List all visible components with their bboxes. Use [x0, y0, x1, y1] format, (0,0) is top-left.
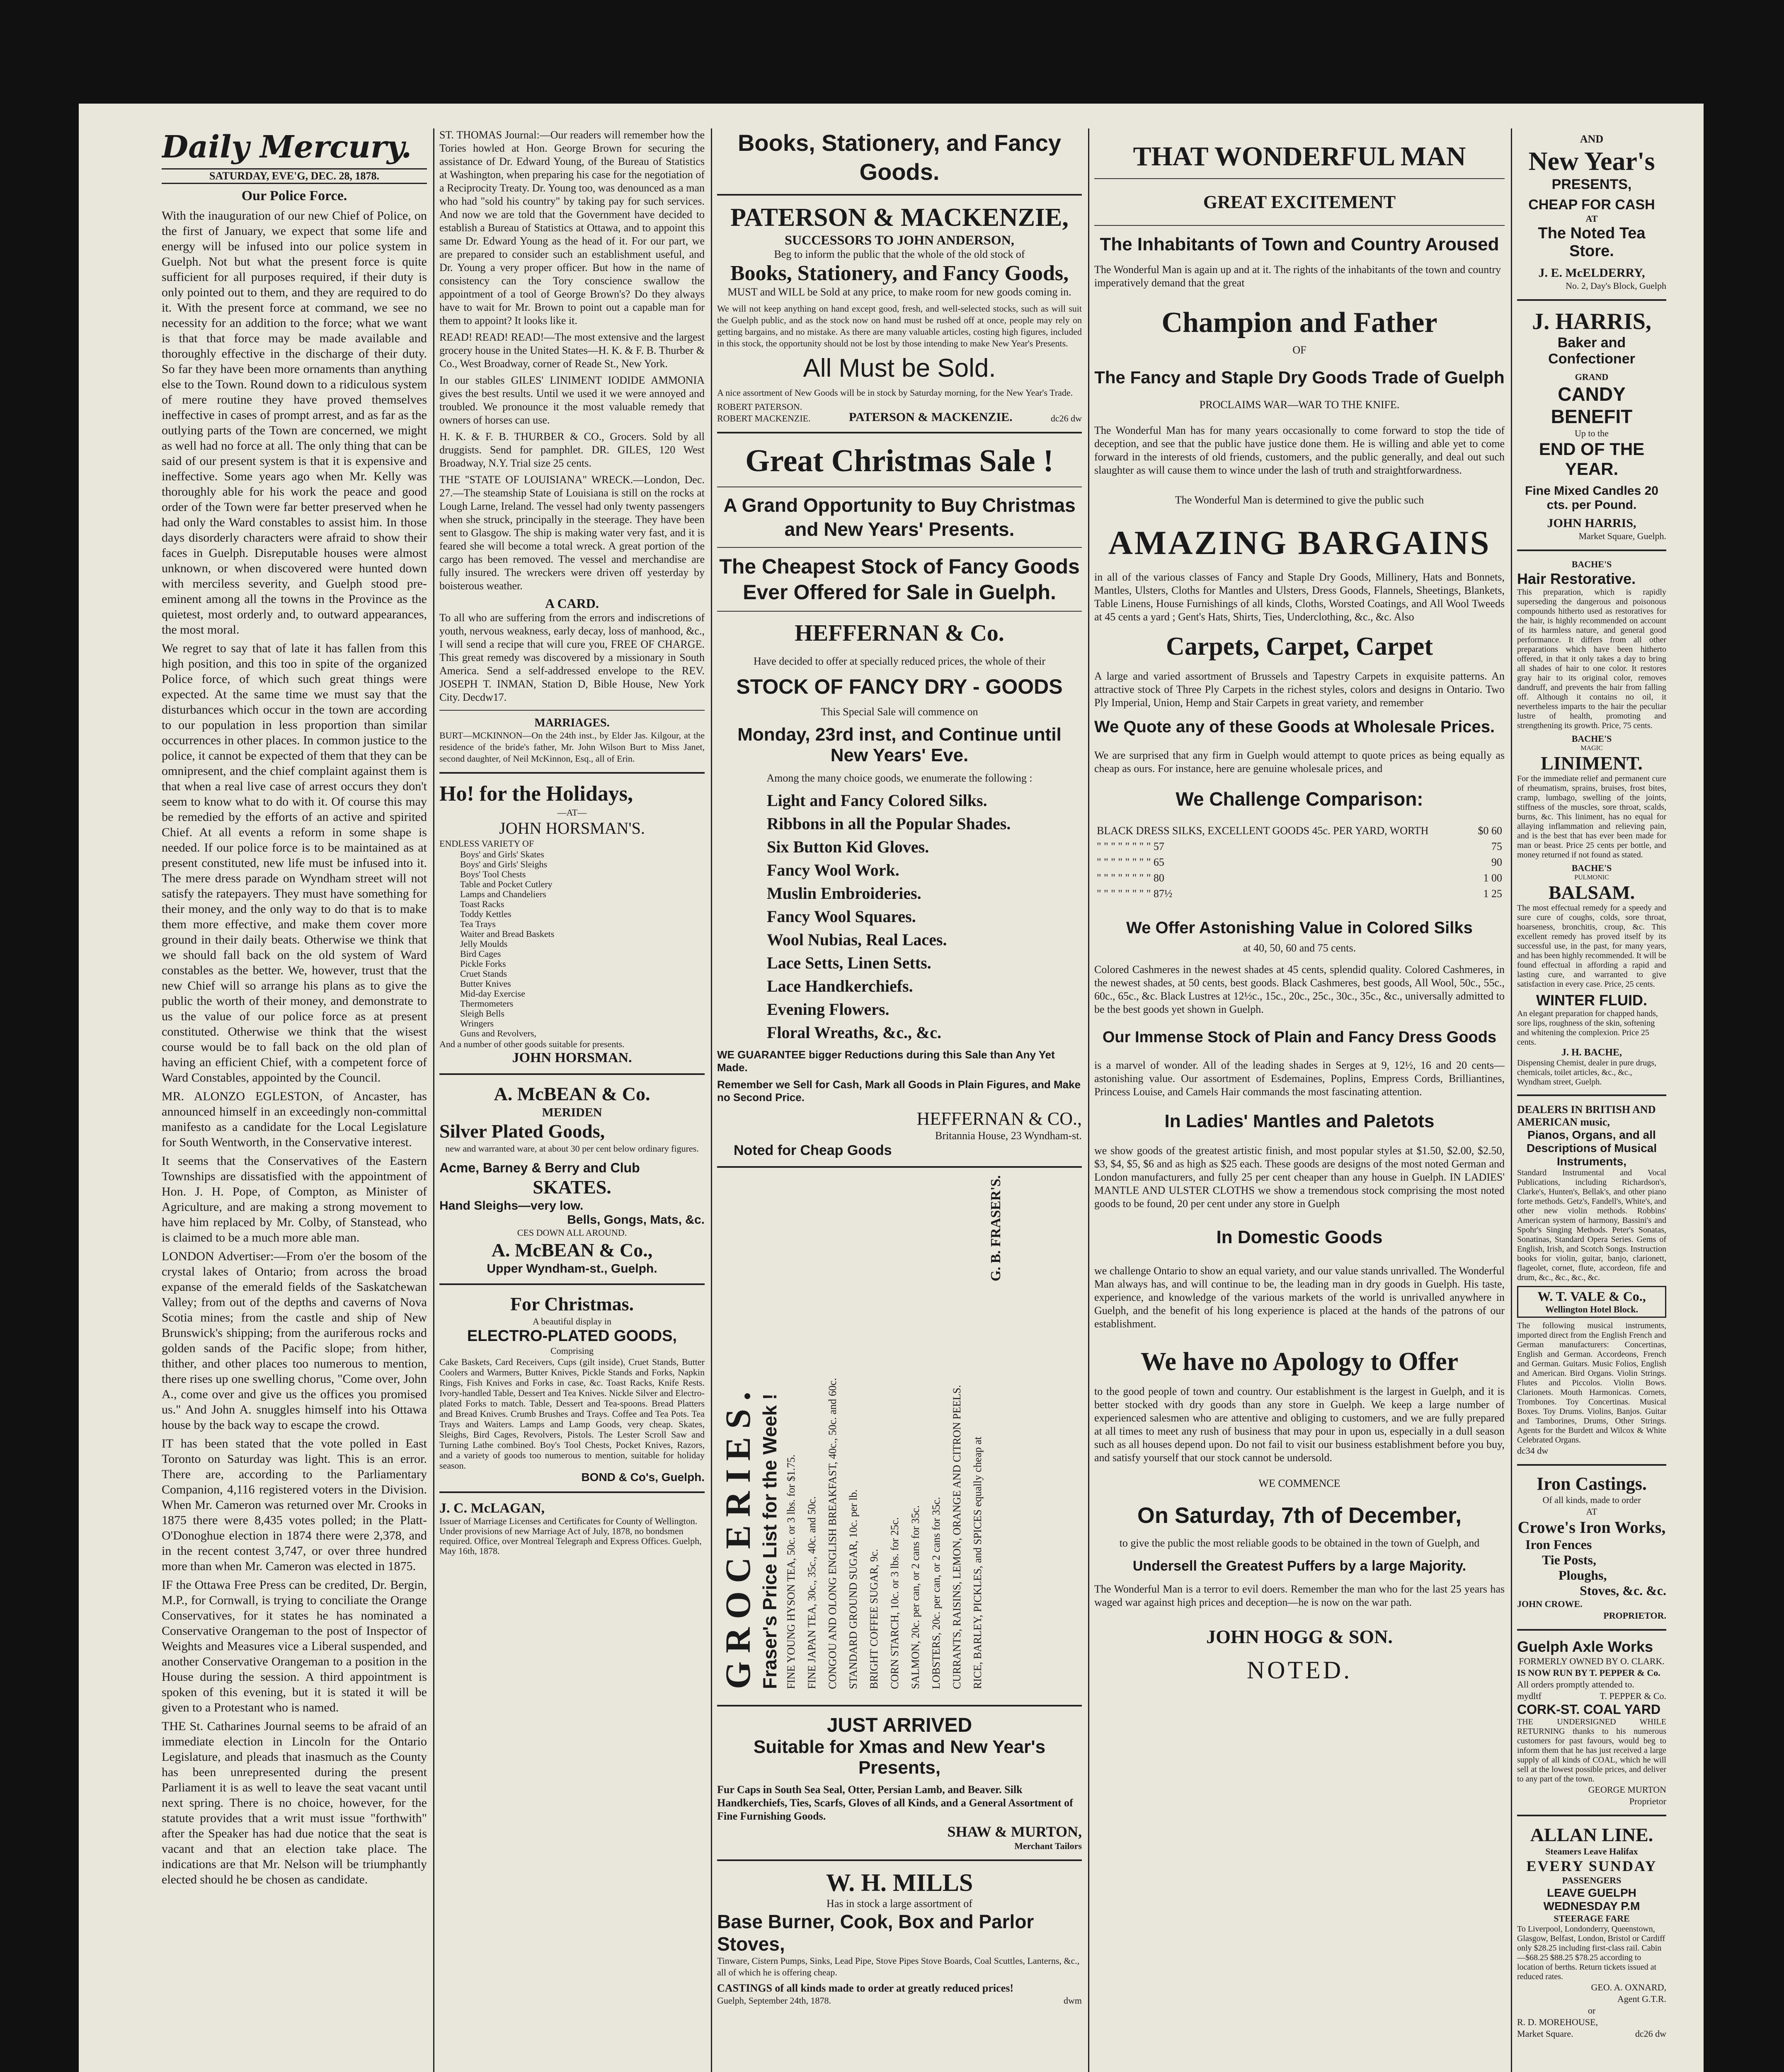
- commence-label: WE COMMENCE: [1258, 1477, 1340, 1489]
- carpets-headline: Carpets, Carpet, Carpet: [1166, 632, 1433, 661]
- heffernan-signature: HEFFERNAN & CO.,: [916, 1109, 1082, 1129]
- horsman-signature: JOHN HORSMAN.: [512, 1050, 632, 1065]
- paragraph: IF the Ottawa Free Press can be credited, Dr. Bergin, M.P., for Cornwall, is trying to conciliate the Orange Conservatives, for it states he has nominated a Conservative Orangeman to the post of Inspector of Weights and Measures vice a Liberal suspended, and another Conservative Orangeman to a position in the House during the session. A third appointment is spoken of this evening, but it is stated it will be given to a Protestant who is named.: [162, 1578, 427, 1714]
- proprietor-label: Proprietor: [1629, 1796, 1666, 1806]
- paragraph: THE St. Catharines Journal seems to be afraid of an immediate election in Lincoln for the Ontario Legislature, and pleads that inasmuch as the County has been unrepresented during the present Parliament it is as well to leave the seat vacant until next spring. There is no choice, however, for the statute provides that a writ must issue "forthwith" after the Speaker has had due notice that the seat is vacant and that an election take place. The indications are that Mr. Nelson will be triumphantly elected should he be chosen as candidate.: [162, 1719, 427, 1886]
- vale-title: W. T. VALE & Co.,: [1537, 1289, 1646, 1304]
- hogg-signature: JOHN HOGG & SON.: [1206, 1626, 1393, 1647]
- restorative-text: This preparation, which is rapidly superseding the dangerous and poisonous compounds hitherto used as restoratives for the hair, is highly recommended on account of its harmless nature, and general good performance. It differs from all other preparations which have been hitherto offered, in that it only takes a day to bring all shades of hair to one color. It restores gray hair to its original color, removes dandruff, and prevents the hair from falling off. Although it contains no oil, it nevertheless imparts to the hair the peculiar lustre of health, promoting and strengthening its growth. Price, 75 cents.: [1517, 588, 1666, 730]
- list-item: Toddy Kettles: [460, 909, 511, 919]
- paterson-signature: PATERSON & MACKENZIE.: [848, 410, 1013, 424]
- posts-line: Tie Posts,: [1542, 1552, 1596, 1567]
- stoves-line: Stoves, &c. &c.: [1580, 1583, 1666, 1598]
- winter-fluid: WINTER FLUID.: [1536, 992, 1647, 1009]
- hair-restorative: Hair Restorative.: [1517, 570, 1636, 587]
- pianos-line: Pianos, Organs, and all Descriptions of Musical Instruments,: [1526, 1128, 1657, 1168]
- list-item: Guns and Revolvers,: [460, 1028, 536, 1038]
- display-line: A beautiful display in: [532, 1316, 612, 1326]
- guarantee-line: WE GUARANTEE bigger Reductions during this Sale than Any Yet Made.: [717, 1048, 1055, 1074]
- cheapest-stock: The Cheapest Stock of Fancy Goods Ever Offered for Sale in Guelph.: [719, 555, 1080, 604]
- beg-line: Beg to inform the public that the whole of the old stock of: [774, 248, 1025, 260]
- cashmeres-text: Colored Cashmeres in the newest shades at 45 cents, splendid quality. Colored Cashmeres, in the newest shades, at 50 cents, best goods. Black Cashmeres, best goods, All Wool, 50c., 55c., 60c., 65c., &c. Black Lustres at 12½c., 15c., 20c., 25c., 30c., 35c., &c., universally admitted to be the best goods yet shown in Guelph.: [1094, 963, 1505, 1015]
- mcbean-title: A. McBEAN & Co.: [494, 1083, 650, 1104]
- dealers-line: DEALERS IN BRITISH AND AMERICAN music,: [1517, 1104, 1656, 1128]
- list-item: LOBSTERS, 20c. per can, or 2 cans for 35c.: [930, 1497, 942, 1689]
- liniment-text: For the immediate relief and permanent cure of rheumatism, sprains, bruises, frost bites, cramp, lumbago, swelling of the joints, stiffness of the muscles, sore throat, scalds, burns, &c. This liniment, has no equal for allaying inflammation and relieving pain, and is the best that has ever been made for man or beast. Price 25 cents per bottle, and money returned if not found as stated.: [1517, 774, 1666, 859]
- fraser-signature: G. B. FRASER'S.: [988, 1175, 1004, 1281]
- leave-guelph: LEAVE GUELPH WEDNESDAY P.M: [1543, 1886, 1640, 1912]
- mcelderry-address: No. 2, Day's Block, Guelph: [1566, 281, 1666, 291]
- paragraph: THE "STATE OF LOUISIANA" WRECK.—London, Dec. 27.—The steamship State of Louisiana is still on the rocks at Lough Larne, Ireland. The vessel had only twenty passengers when she struck, principally in the steerage. They have been sent to Glasgow. The ship is making water very fast, and it is feared she will become a total wreck. A great portion of the cargo has been removed. The vessel and merchandise are fully insured. The wreckers were driven off yesterday by boisterous weather.: [439, 474, 705, 592]
- domestic-headline: In Domestic Goods: [1216, 1227, 1383, 1247]
- proprietor-label: PROPRIETOR.: [1603, 1610, 1666, 1621]
- comprising-label: Comprising: [550, 1346, 594, 1356]
- up-to-label: Up to the: [1575, 428, 1609, 438]
- horsman-list: [439, 850, 705, 1038]
- paragraph: In our stables GILES' LINIMENT IODIDE AMMONIA gives the best results. Until we used it we were annoyed and troubled. We pronounce it the most valuable remedy that owners of horses can use.: [439, 374, 705, 426]
- table-cell: " " " " " " " " 57: [1097, 840, 1164, 852]
- date-code: dc26 dw: [1050, 413, 1082, 424]
- skates-headline: SKATES.: [533, 1176, 611, 1198]
- every-sunday: EVERY SUNDAY: [1526, 1858, 1657, 1874]
- trade-line: The Fancy and Staple Dry Goods Trade of Guelph: [1094, 368, 1505, 387]
- mclagan-title: J. C. McLAGAN,: [439, 1501, 545, 1516]
- list-item: Lamps and Chandeliers: [460, 889, 546, 899]
- castings-line: CASTINGS of all kinds made to order at greatly reduced prices!: [717, 1982, 1013, 1994]
- card-text: To all who are suffering from the errors and indiscretions of youth, nervous weakness, early decay, loss of manhood, &c., I will send a recipe that will cure you, FREE OF CHARGE. This great remedy was discovered by a missionary in South America. Send a self-addressed envelope to the REV. JOSEPH T. INMAN, Station D, Bible House, New York City. Decdw17.: [439, 612, 705, 703]
- wonderful-man-headline: THAT WONDERFUL MAN: [1133, 141, 1466, 172]
- paragraph: With the inauguration of our new Chief of Police, on the first of January, we expect that some life and energy will be infused into our police system in Guelph. Not but what the present force is quite sufficient for all purposes required, if their duty is only pointed out to them, and they are required to do it. With the present force at command, we see no necessity for an addition to the force; what we want is that that force may be made available and thoroughly effective in the discharge of their duty. So far they have been more ornaments than anything else to the Town. Round down to a ridiculous system of mere routine they have proved themselves ineffective in cases of prompt arrest, and as far as the outlying parts of the Town are concerned, we might as well had no force at all. The only thing that can be said of our present system is that it is expensive and ineffective. Some years ago when Mr. Kelly was thoroughly able for his work the peace and good order of the Town were far better preserved when he had only the Ward constables to assist him. In those days disorderly characters were afraid to show their faces in Guelph. Disreputable houses were almost unknown, or when discovered were hunted down with merciless severity, and Guelph stood pre-eminent among all the towns in the Province as the quietest, most orderly and, to outward appearances, the most moral.: [162, 209, 427, 637]
- bache-label: BACHE'S: [1571, 559, 1612, 569]
- groceries-sub: Fraser's Price List for the Week !: [759, 1393, 780, 1689]
- date-code: dc26 dw: [1635, 2028, 1666, 2039]
- horsman-sub: ENDLESS VARIETY OF: [439, 838, 534, 849]
- christmas-headline: For Christmas.: [510, 1293, 634, 1314]
- list-item: FINE YOUNG HYSON TEA, 50c. or 3 lbs. for $1.75.: [785, 1454, 797, 1689]
- table-cell: " " " " " " " " 65: [1097, 856, 1164, 868]
- list-item: Table and Pocket Cutlery: [460, 879, 553, 889]
- bache-label: BACHE'S: [1571, 863, 1612, 873]
- list-item: Wool Nubias, Real Laces.: [767, 930, 947, 949]
- shaw-murton-signature: SHAW & MURTON,: [947, 1823, 1082, 1840]
- surprised-text: We are surprised that any firm in Guelph would attempt to quote prices as being equally as cheap as ours. For instance, here are genuine wholesale prices, and: [1094, 749, 1505, 775]
- successors-line: SUCCESSORS TO JOHN ANDERSON,: [785, 232, 1014, 247]
- table-row: [1095, 871, 1504, 886]
- date-code: dc34 dw: [1517, 1445, 1549, 1456]
- table-cell: " " " " " " " " 87½: [1097, 888, 1173, 900]
- list-item: Waiter and Bread Baskets: [460, 929, 555, 939]
- paragraph: LONDON Advertiser:—From o'er the bosom of the crystal lakes of Ontario; from across the broad expanse of the emerald fields of the Saskatchewan Valley; from out of the depths and caverns of Nova Scotia mines; from the castle and ship of New Brunswick's shipping; from the auriferous rocks and golden sands of the Pacific slope; from hither, thither, and other places too numerous to mention, there rises up one swelling chorus, "Come over, John A., come over and give us the offices you promised us." And John A. snuggles himself into his Ottawa house by the back way to escape the crowd.: [162, 1249, 427, 1432]
- masthead: Daily Mercury.: [162, 129, 412, 165]
- colored-silks-headline: We Offer Astonishing Value in Colored Silks: [1126, 919, 1473, 937]
- fences-line: Iron Fences: [1525, 1537, 1592, 1552]
- must-line: MUST and WILL be Sold at any price, to make room for new goods coming in.: [727, 286, 1071, 298]
- column-3: [717, 128, 1082, 2072]
- inhabitants-line: The Inhabitants of Town and Country Aroused: [1100, 234, 1499, 254]
- togive-text: to give the public the most reliable goods to be obtained in the town of Guelph, and: [1119, 1537, 1480, 1549]
- noted-word: NOTED.: [1246, 1656, 1353, 1684]
- market-square: Market Square.: [1517, 2028, 1573, 2039]
- christmas-sale-headline: Great Christmas Sale !: [745, 443, 1054, 478]
- electro-headline: ELECTRO-PLATED GOODS,: [467, 1327, 677, 1345]
- list-item: Butter Knives: [460, 978, 511, 989]
- grand-opportunity: A Grand Opportunity to Buy Christmas and New Years' Presents.: [723, 494, 1076, 540]
- keep-text: We will not keep anything on hand except good, fresh, and well-selected stocks, such as will suit the Guelph public, and as the stock now on hand must be rushed off at once, people may rely on getting bargains, and no mistake. As there are many valuable articles, costing high figures, included in this stock, the opportunity should not be lost by those intending to make New Year's Presents.: [717, 303, 1082, 349]
- domestic-text: we challenge Ontario to show an equal variety, and our value stands unrivalled. The Wonderful Man always has, and will continue to be, the leading man in dry goods in Guelph. His taste, experience, and knowledge of the various markets of the world is unrivalled anywhere in Guelph, and the benefit of his long experience is placed at the hands of the patrons of our establishment.: [1094, 1265, 1505, 1330]
- mills-sub: Has in stock a large assortment of: [827, 1898, 972, 1910]
- noted-line: Noted for Cheap Goods: [734, 1143, 892, 1158]
- list-item: Fancy Wool Work.: [767, 861, 899, 879]
- table-cell: BLACK DRESS SILKS, EXCELLENT GOODS 45c. PER YARD, WORTH: [1097, 825, 1429, 837]
- great-excitement: GREAT EXCITEMENT: [1203, 192, 1396, 212]
- amazing-bargains: AMAZING BARGAINS: [1108, 524, 1491, 562]
- column-5: [1517, 128, 1666, 2072]
- table-cell: 1 00: [1483, 872, 1502, 884]
- grand-label: GRAND: [1575, 372, 1609, 382]
- list-item: CONGOU AND OLONG ENGLISH BREAKFAST, 40c., 50c. and 60c.: [827, 1378, 839, 1689]
- list-item: Light and Fancy Colored Silks.: [767, 791, 987, 810]
- mcelderry-signature: J. E. McELDERRY,: [1538, 266, 1645, 280]
- ploughs-line: Ploughs,: [1559, 1568, 1607, 1583]
- magic-label: MAGIC: [1580, 745, 1603, 752]
- agent-label: Agent G.T.R.: [1617, 1994, 1666, 2004]
- remember-line: Remember we Sell for Cash, Mark all Goods in Plain Figures, and Make no Second Price.: [717, 1078, 1081, 1104]
- list-item: STANDARD GROUND SUGAR, 10c. per lb.: [847, 1489, 859, 1689]
- mclagan-text: Issuer of Marriage Licenses and Certificates for County of Wellington. Under provisions of new Marriage Act of July, 1878, no bondsmen required. Office, over Montreal Telegraph and Express Offices. Guelph, May 16th, 1878.: [439, 1516, 702, 1556]
- mantles-text: we show goods of the greatest artistic finish, and most popular styles at $1.50, $2.00, $2.50, $3, $4, $5, $6 and as high as $25 each. These goods are designs of the most noted German and London manufacturers, and fully 25 per cent cheaper than any house in Guelph. IN LADIES' MANTLE AND ULSTER CLOTHS we show a tremendous stock comprising the most noted goods to be found, 20 per cent under any store in Guelph: [1094, 1145, 1505, 1210]
- table-cell: " " " " " " " " 80: [1097, 872, 1164, 884]
- special-sale-line: This Special Sale will commence on: [821, 706, 978, 718]
- mills-date: Guelph, September 24th, 1878.: [717, 1995, 831, 2006]
- just-arrived: JUST ARRIVED: [827, 1714, 972, 1736]
- balsam-headline: BALSAM.: [1548, 882, 1635, 903]
- harris-title: J. HARRIS,: [1532, 309, 1651, 334]
- pulmonic-label: PULMONIC: [1574, 874, 1609, 881]
- list-item: RICE, BARLEY, PICKLES, and SPICES equally cheap at: [972, 1436, 984, 1689]
- list-item: Cruet Stands: [460, 968, 507, 979]
- wholesale-line: We Quote any of these Goods at Wholesale Prices.: [1094, 718, 1495, 736]
- again-text: The Wonderful Man is again up and at it. The rights of the inhabitants of the town and country imperatively demand that the great: [1094, 264, 1501, 289]
- tinware-text: Tinware, Cistern Pumps, Sinks, Lead Pipe, Stove Pipes Stove Boards, Coal Scuttles, Lanterns, &c., all of which he is offering cheap.: [717, 1956, 1080, 1978]
- table-row: [1095, 839, 1504, 854]
- paragraph: We regret to say that of late it has fallen from this high position, and this too in spite of the organized Police force, of which such great things were expected. At the same time we must say that the disturbances which occur in the town are according to our population in less proportion than similar occurrences in other places. In common justice to the police, it cannot be expected of them that they can be omnipresent, and the chief complaint against them is that when a real live case of arrest occurs they don't seem to know what to do with it. Of course this may be remedied by the efforts of an active and spirited Chief. At all events a reform in some shape is needed. If our police force is to be maintained as at present constituted, new life must be infused into it. The mere dress parade on Wyndham street will not satisfy the ratepayers. They must have something for their money, and the only way to do that is to make them more effective, and make them cover more ground in their daily beats. Otherwise we think that we should fall back on the old system of Ward constables as the better. We, however, trust that the new Chief will so arrange his plans as to give the public the worth of their money, and demonstrate to us the value of our police force as at present constituted. Otherwise we think that the wisest course would be to fall back on the old plan of having an efficient Chief, with a competent force of Ward Constables, appointed by the Council.: [162, 641, 427, 1084]
- steerage-label: STEERAGE FARE: [1554, 1913, 1630, 1924]
- crowe-signature: JOHN CROWE.: [1517, 1599, 1583, 1609]
- coal-yard: CORK-ST. COAL YARD: [1517, 1702, 1661, 1717]
- sleighs-line: Hand Sleighs—very low.: [439, 1199, 584, 1213]
- paragraph: H. K. & F. B. THURBER & CO., Grocers. Sold by all druggists. Send for pamphlet. DR. GILES, 120 West Broadway, N.Y. Trial size 25 cents.: [439, 431, 705, 469]
- paragraph: MR. ALONZO EGLESTON, of Ancaster, has announced himself in an exceedingly non-committal manifesto as a candidate for the Local Legislature for South Wentworth, in the Conservative interest.: [162, 1089, 427, 1149]
- orders-line: All orders promptly attended to.: [1517, 1679, 1634, 1690]
- list-item: Lace Handkerchiefs.: [767, 977, 913, 995]
- winter-text: An elegant preparation for chapped hands, sore lips, roughness of the skin, softening and whitening the complexion. Price 25 cents.: [1517, 1009, 1658, 1047]
- monday-line: Monday, 23rd inst, and Continue until New Years' Eve.: [737, 724, 1062, 765]
- acme-line: Acme, Barney & Berry and Club: [439, 1160, 640, 1175]
- coal-text: THE UNDERSIGNED WHILE RETURNING thanks to his numerous customers for past favours, would beg to inform them that he has just received a large supply of all kinds of COAL, which he will sell at the lowest possible prices, and deliver to any part of the town.: [1517, 1717, 1666, 1784]
- among-line: Among the many choice goods, we enumerate the following :: [766, 772, 1033, 784]
- table-row: [1095, 823, 1504, 838]
- tea-store: The Noted Tea Store.: [1538, 225, 1646, 260]
- passengers-label: PASSENGERS: [1562, 1875, 1622, 1886]
- end-of-year: END OF THE YEAR.: [1539, 439, 1645, 479]
- list-item: Lace Setts, Linen Setts.: [767, 954, 931, 972]
- list-item: Jelly Moulds: [460, 939, 508, 949]
- electro-items: Cake Baskets, Card Receivers, Cups (gilt inside), Cruet Stands, Butter Coolers and Warmers, Butter Knives, Pickle Stands and Forks, Napkin Rings, Fish Knives and Forks in case, &c. Toast Racks, Knife Rests. Ivory-handled Table, Dessert and Tea Knives. Nickle Silver and Electro-plated Forks to match. Table, Dessert and Tea-spoons. Bread Platters and Bread Knives. Crumb Brushes and Trays. Coffee and Tea Pots. Tea Trays and Waiters. Lamps and Lamp Goods, very cheap. Skates, Sleighs, Bird Cages, Revolvers, Pistols. The Lester Scroll Saw and Turning Lathe combined. Boy's Tool Chests, Pocket Knives, Razors, and a variety of goods too numerous to mention, suitable for holiday season.: [439, 1357, 705, 1471]
- harris-signature: JOHN HARRIS,: [1547, 516, 1636, 530]
- list-item: CURRANTS, RAISINS, LEMON, ORANGE AND CITRON PEELS.: [951, 1385, 963, 1689]
- stoves-headline: Base Burner, Cook, Box and Parlor Stoves,: [717, 1911, 1034, 1955]
- silks-price-table: [1094, 823, 1505, 902]
- candy-benefit: CANDY BENEFIT: [1551, 383, 1633, 427]
- list-item: Thermometers: [460, 998, 514, 1009]
- list-item: Tea Trays: [460, 919, 496, 929]
- mcbean-title-2: A. McBEAN & Co.,: [491, 1239, 653, 1261]
- iron-text: Of all kinds, made to order: [1542, 1495, 1641, 1505]
- iron-castings: Iron Castings.: [1537, 1474, 1647, 1494]
- list-item: Muslin Embroideries.: [767, 884, 921, 903]
- challenge-headline: We Challenge Comparison:: [1176, 788, 1423, 810]
- list-item: Six Button Kid Gloves.: [767, 838, 929, 856]
- wellington-line: Wellington Hotel Block.: [1545, 1304, 1639, 1314]
- date-code: dwm: [1064, 1995, 1082, 2006]
- nowrun-line: IS NOW RUN BY T. PEPPER & Co.: [1517, 1668, 1660, 1678]
- harris-address: Market Square, Guelph.: [1578, 531, 1666, 541]
- column-1: [162, 128, 427, 2072]
- date-code: mydltf: [1517, 1691, 1542, 1701]
- terror-text: The Wonderful Man is a terror to evil doers. Remember the man who for the last 25 years has waged war against high prices and deception—he is now on the war path.: [1094, 1583, 1505, 1608]
- list-item: BRIGHT COFFEE SUGAR, 9c.: [868, 1549, 880, 1689]
- proclaims-line: PROCLAIMS WAR—WAR TO THE KNIFE.: [1199, 399, 1400, 411]
- list-item: CORN STARCH, 10c. or 3 lbs. for 25c.: [889, 1517, 901, 1689]
- silver-sub: new and warranted ware, at about 30 per cent below ordinary figures.: [445, 1143, 699, 1154]
- mcbean-address: Upper Wyndham-st., Guelph.: [487, 1262, 657, 1276]
- signature: ROBERT PATERSON.: [717, 402, 802, 412]
- dress-goods-text: is a marvel of wonder. All of the leading shades in Serges at 9, 12½, 16 and 20 cents—astonishing value. Our assortment of Esdemaines, Poplins, Empress Cords, Brilliantines, Princess Louise, and Camels Hair commands the most fascinating attention.: [1094, 1059, 1505, 1098]
- various-text: in all of the various classes of Fancy and Staple Dry Goods, Millinery, Hats and Bonnets, Mantles, Ulsters, Cloths for Mantles and Ulsters, Dress Goods, Flannels, Sheetings, Blankets, Table Linens, House Furnishings of all kinds, Cloths, Worsted Coatings, and All Wool Tweeds at 45 cents a yard ; Gent's Hats, Shirts, Ties, Underclothing, &c., &c. Also: [1094, 571, 1505, 623]
- editorial-heading: Our Police Force.: [241, 188, 347, 203]
- table-row: [1095, 886, 1504, 901]
- vale-box: [1517, 1286, 1666, 1318]
- silver-plated-headline: Silver Plated Goods,: [439, 1121, 605, 1142]
- list-item: Toast Racks: [460, 899, 504, 909]
- silk-prices: at 40, 50, 60 and 75 cents.: [1243, 942, 1356, 954]
- list-item: Mid-day Exercise: [460, 988, 525, 999]
- pepper-signature: T. PEPPER & Co.: [1600, 1691, 1666, 1701]
- marriages-text: BURT—MCKINNON—On the 24th inst., by Elder Jas. Kilgour, at the residence of the bride's father, Mr. John Wilson Burt to Miss Janet, second daughter, of Neil McKinnon, Esq., all of Erin.: [439, 730, 705, 764]
- column-4: [1094, 128, 1505, 2072]
- morehouse-signature: R. D. MOREHOUSE,: [1517, 2017, 1598, 2027]
- list-item: Bird Cages: [460, 949, 501, 959]
- table-cell: 75: [1491, 840, 1502, 852]
- at-label: AT: [1586, 1506, 1597, 1517]
- list-item: FINE JAPAN TEA, 30c., 35c., 40c. and 50c.: [806, 1496, 818, 1689]
- list-item: Floral Wreaths, &c., &c.: [767, 1023, 942, 1042]
- assortment-text: A nice assortment of New Goods will be in stock by Saturday morning, for the New Year's Trade.: [717, 387, 1073, 398]
- fare-text: To Liverpool, Londonderry, Queenstown, Glasgow, Belfast, London, Bristol or Cardiff only $28.25 including first-class rail. Cabin—$68.25 $88.25 $78.25 according to location of berths. Return tickets issued at reduced rates.: [1517, 1924, 1665, 1981]
- list-item: Boys' and Girls' Sleighs: [460, 859, 548, 869]
- britannia-address: Britannia House, 23 Wyndham-st.: [935, 1130, 1082, 1142]
- horsman-at: —AT—: [557, 807, 587, 818]
- marriages-title: MARRIAGES.: [534, 716, 610, 729]
- apology-headline: We have no Apology to Offer: [1140, 1348, 1459, 1376]
- furs-text: Fur Caps in South Sea Seal, Otter, Persian Lamb, and Beaver. Silk Handkerchiefs, Ties, Scarfs, Gloves of all Kinds, and a General Assortment of Fine Furnishing Goods.: [717, 1784, 1073, 1822]
- crowe-works: Crowe's Iron Works,: [1517, 1518, 1666, 1537]
- liniment-headline: LINIMENT.: [1541, 753, 1643, 774]
- list-item: SALMON, 20c. per can, or 2 cans for 35c.: [909, 1505, 921, 1689]
- mantles-headline: In Ladies' Mantles and Paletots: [1164, 1111, 1435, 1131]
- dress-goods-headline: Our Immense Stock of Plain and Fancy Dress Goods: [1102, 1029, 1497, 1046]
- paragraph: IT has been stated that the vote polled in East Toronto on Saturday was light. This is an error. There are, according to the Parliamentary Companion, 4,116 registered voters in the Division. When Mr. Cameron was returned over Mr. Crooks in 1875 there were 8,435 votes polled; in the Platt-O'Donoghue election in 1874 there were 2,378, and in the recent contest 3,747, or over three hundred more than when Mr. Cameron was elected in 1875.: [162, 1437, 427, 1573]
- new-years-headline: New Year's: [1528, 146, 1655, 176]
- list-item: Sleigh Bells: [460, 1008, 504, 1019]
- paragraph: It seems that the Conservatives of the Eastern Townships are dissatisfied with the appointment of Hon. J. H. Pope, of Compton, as Minister of Agriculture, and are making a strong movement to have him replaced by Mr. Colby, of Stanstead, who is claimed to be a much more able man.: [162, 1154, 427, 1244]
- heffernan-title: HEFFERNAN & Co.: [795, 620, 1004, 646]
- have-decided: Have decided to offer at specially reduced prices, the whole of their: [753, 655, 1046, 667]
- baker-line: Baker and Confectioner: [1548, 335, 1635, 367]
- mixed-candies: Fine Mixed Candles 20 cts. per Pound.: [1525, 484, 1658, 512]
- formerly-line: FORMERLY OWNED BY O. CLARK.: [1519, 1656, 1665, 1666]
- table-cell: 1 25: [1483, 888, 1502, 900]
- horsman-foot: And a number of other goods suitable for presents.: [439, 1039, 625, 1049]
- list-item: Ribbons in all the Popular Shades.: [767, 814, 1011, 833]
- steamers-line: Steamers Leave Halifax: [1545, 1846, 1638, 1857]
- groceries-ad: [717, 1175, 1082, 1697]
- books-headline: Books, Stationery, and Fancy Goods.: [737, 130, 1062, 185]
- or-label: or: [1588, 2005, 1596, 2016]
- groceries-list: [781, 1175, 988, 1689]
- bond-signature: BOND & Co's, Guelph.: [581, 1471, 705, 1484]
- editorial-body: [162, 208, 427, 1887]
- tailors-label: Merchant Tailors: [1014, 1841, 1082, 1851]
- oxnard-signature: GEO. A. OXNARD,: [1591, 1982, 1666, 1992]
- years-text: The Wonderful Man has for many years occasionally to come forward to stop the tide of deception, and see that the public have justice done them. He is willing and able yet to come forward in the interests of old friends, customers, and the public generally, and deal out such slaughter as will cause them to wince under the lash of truth and straightforwardness.: [1094, 424, 1505, 476]
- apology-text: to the good people of town and country. Our establishment is the largest in Guelph, and it is better stocked with dry goods than any store in Guelph. We keep a large number of experienced salesmen who are attentive and obliging to customers, and we are fully prepared at all times to meet any rush of business that may pour in upon us, especially in a dull season such as all houses depend upon. Do not fail to visit our business establishment before you buy, and satisfy yourself that our stock cannot be undersold.: [1094, 1385, 1505, 1464]
- horsman-headline: Ho! for the Holidays,: [439, 782, 633, 806]
- card-title: A CARD.: [545, 596, 599, 611]
- list-item: Boys' and Girls' Skates: [460, 849, 544, 859]
- stock-headline: STOCK OF FANCY DRY - GOODS: [736, 675, 1063, 698]
- books-stationery-line: Books, Stationery, and Fancy Goods,: [730, 261, 1069, 285]
- dateline: SATURDAY, EVE'G, DEC. 28, 1878.: [162, 168, 427, 184]
- determined-line: The Wonderful Man is determined to give the public such: [1175, 494, 1424, 506]
- champion-headline: Champion and Father: [1161, 307, 1437, 339]
- list-item: Pickle Forks: [460, 959, 506, 969]
- table-row: [1095, 855, 1504, 870]
- presents-line: PRESENTS,: [1551, 177, 1632, 192]
- cheap-for-cash: CHEAP FOR CASH: [1528, 197, 1655, 213]
- bache-label: BACHE'S: [1571, 733, 1612, 744]
- axle-works: Guelph Axle Works: [1517, 1638, 1653, 1655]
- bache-signature: J. H. BACHE,: [1561, 1047, 1622, 1058]
- table-cell: $0 60: [1478, 825, 1502, 837]
- prices-line: CES DOWN ALL AROUND.: [517, 1227, 627, 1238]
- bells-line: Bells, Gongs, Mats, &c.: [567, 1213, 705, 1227]
- paragraph: READ! READ! READ!—The most extensive and the largest grocery house in the United States—H. K. & F. B. Thurber & Co., West Broadway, corner of Reade St., New York.: [439, 331, 705, 370]
- groceries-title: GROCERIES.: [718, 1383, 758, 1689]
- xmas-line: Suitable for Xmas and New Year's Presents,: [753, 1737, 1046, 1778]
- at-label: AT: [1585, 213, 1598, 224]
- carpets-text: A large and varied assortment of Brussels and Tapestry Carpets in exquisite patterns. An attractive stock of Three Ply Carpets in the richest styles, colors and designs in Ontario. Two Ply Imperial, Union, Hemp and Stair Carpets in great variety, and remember: [1094, 670, 1505, 709]
- column-2: [439, 128, 705, 2072]
- murton-signature: GEORGE MURTON: [1588, 1784, 1666, 1795]
- horsman-name: JOHN HORSMAN'S.: [499, 819, 645, 838]
- list-item: Evening Flowers.: [767, 1000, 890, 1019]
- instruments-text: The following musical instruments, imported direct from the English French and German manufacturers: Concertinas, English and German. Accordeons, French and German. Guitars. Music Folios, English and American. Bird Organs. Violin Strings. Flutes and Piccolos. Violin Bows. Clarionets. Mouth Harmonicas. Cornets, Trombones. Toy Concertinas. Musical Boxes. Toy Drums. Violins, Banjos. Guitar and Tamborines, Drums, Other Strings. Agents for the Burdett and Wilcox & White Celebrated Organs.: [1517, 1321, 1666, 1445]
- meriden-label: MERIDEN: [542, 1106, 602, 1119]
- paragraph: ST. THOMAS Journal:—Our readers will remember how the Tories howled at Hon. George Brown for securing the assistance of Dr. Edward Young, of the Bureau of Statistics at Washington, when preparing his case for the negotiation of a Reciprocity Treaty. Dr. Young too, was denounced as a man who had "sold his country" by taking pay for such services. And now we are told that the Government have decided to establish a Bureau of Statistics at Ottawa, and to appoint this same Dr. Edward Young as the head of it. For our part, we are prepared to consider such an establishment useful, and Dr. Young a very proper officer. But how in the name of consistency can the Tory conscience swallow the appointment of a tool of George Brown's? Do they always have to wait for Mr. Brown to point out a capable man for them to appoint? It looks like it.: [439, 129, 705, 327]
- balsam-text: The most effectual remedy for a speedy and sure cure of coughs, colds, sore throat, hoarseness, bronchitis, croup, &c. This excellent remedy has proved itself by its successful use, in the past, for many years, and has been highly recommended. It will be found effectual in affording a rapid and lasting cure, and warranted to give satisfaction in every case. Price, 25 cents.: [1517, 903, 1666, 989]
- undersell-line: Undersell the Greatest Puffers by a large Majority.: [1132, 1558, 1466, 1574]
- publications-text: Standard Instrumental and Vocal Publications, including Richardson's, Clarke's, Hunten's, Bellak's, and other piano forte methods. Getz's, Fandell's, White's, and other new violin methods. Robbins' American system of harmony, Bassini's and Spohr's Singing Methods. Peter's Sonatas, Sonatinas, Standard Opera Series. Gems of English, Irish, and Scotch Songs. Instruction books for violin, guitar, banjo, clarionett, flageolet, cornet, flute, accordeon, fife and drum, &c., &c., &c., &c.: [1517, 1168, 1666, 1282]
- allan-line: ALLAN LINE.: [1530, 1824, 1653, 1845]
- paterson-title: PATERSON & MACKENZIE,: [730, 203, 1069, 232]
- all-must-be-sold: All Must be Sold.: [803, 354, 996, 382]
- list-item: Fancy Wool Squares.: [767, 907, 916, 926]
- mills-title: W. H. MILLS: [826, 1869, 973, 1896]
- dispensing-text: Dispensing Chemist, dealer in pure drugs, chemicals, toilet articles, &c., &c., Wyndham street, Guelph.: [1517, 1058, 1657, 1087]
- of-label: OF: [1292, 344, 1306, 356]
- newspaper-page: [79, 104, 1704, 2072]
- signature: ROBERT MACKENZIE.: [717, 413, 811, 424]
- saturday-headline: On Saturday, 7th of December,: [1137, 1503, 1462, 1528]
- and-label: AND: [1580, 133, 1604, 145]
- goods-list: [717, 789, 1082, 1044]
- list-item: Wringers: [460, 1018, 494, 1029]
- list-item: Boys' Tool Chests: [460, 869, 526, 879]
- table-cell: 90: [1491, 856, 1502, 868]
